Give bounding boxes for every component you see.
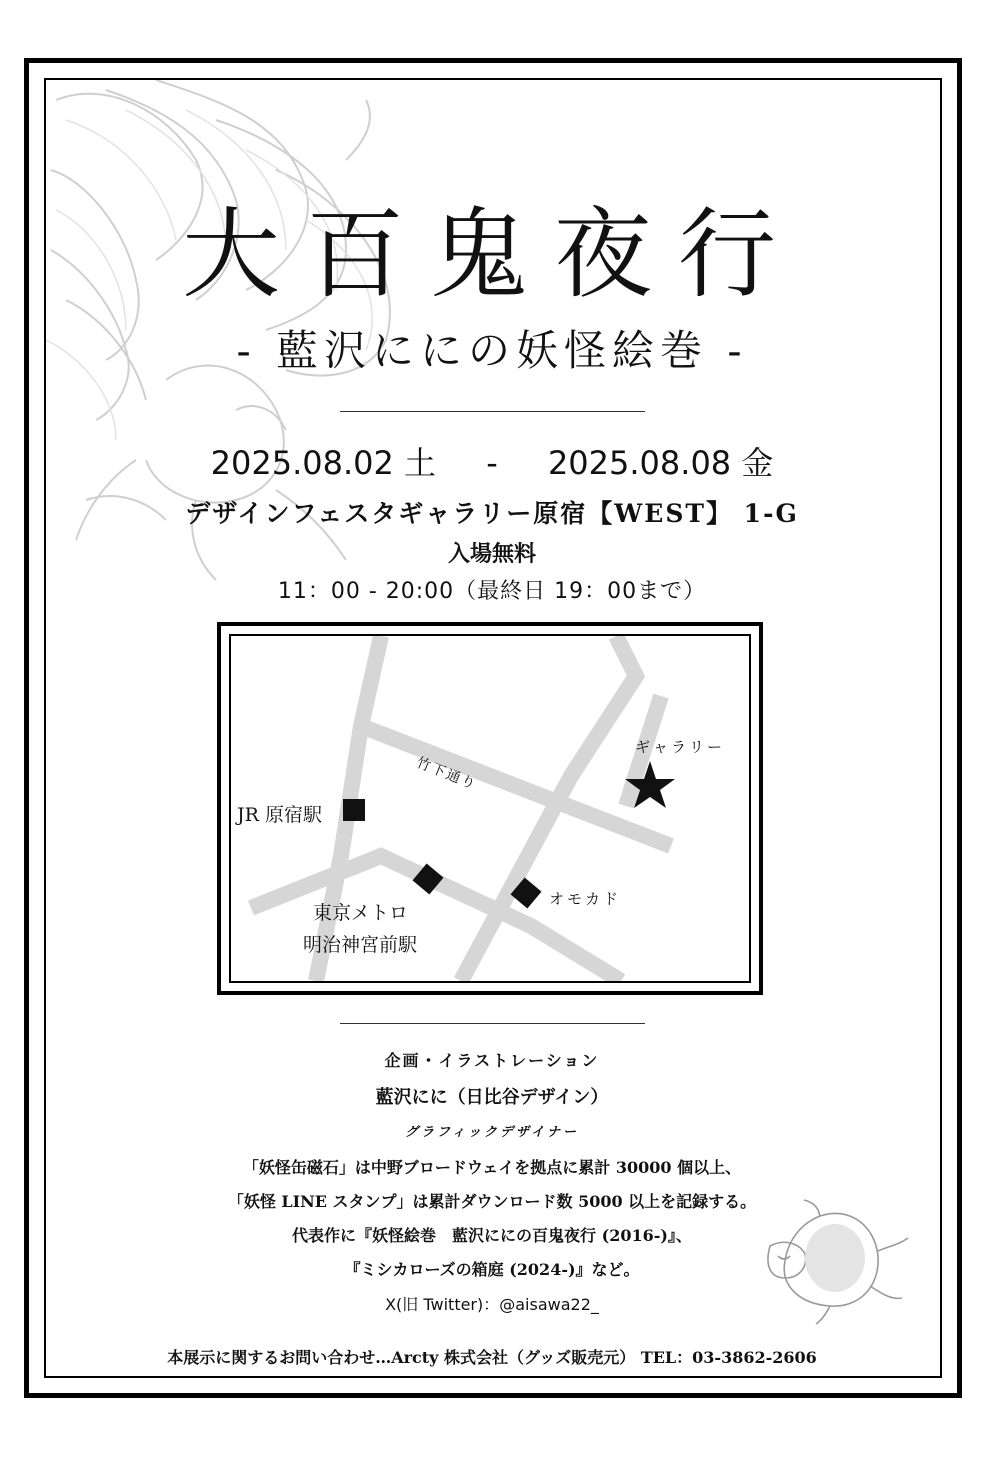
gallery-label: ギャラリー: [635, 738, 726, 756]
divider-bottom: [340, 1023, 645, 1024]
sns-handle: X(旧 Twitter)：@aisawa22_: [385, 1295, 599, 1314]
credit-job: グラフィックデザイナー: [404, 1125, 580, 1140]
street-label: 竹下通り: [413, 754, 480, 794]
event-dates: [0, 438, 984, 484]
yokai-creature-illustration: [760, 1196, 910, 1326]
start-date: 2025.08.02 土: [210, 444, 437, 482]
event-title: 大百鬼夜行: [181, 198, 802, 312]
contact-footer: 本展示に関するお問い合わせ…Arcty 株式会社（グッズ販売元） TEL：03-3862-2606: [167, 1348, 817, 1367]
credit-artist: 藍沢にに（日比谷デザイン）: [375, 1087, 609, 1108]
access-map: [229, 634, 751, 983]
opening-hours: 11：00 - 20:00（最終日 19：00まで）: [277, 579, 707, 604]
jr-station-label: JR 原宿駅: [237, 804, 322, 826]
admission-note: 入場無料: [447, 541, 536, 567]
bio-line-2: 「妖怪 LINE スタンプ」は累計ダウンロード数 5000 以上を記録する。: [227, 1192, 757, 1211]
bio-line-4: 『ミシカローズの箱庭 (2024-)』など。: [344, 1260, 640, 1279]
divider-top: [340, 411, 645, 412]
jr-station-marker: [343, 799, 365, 821]
credit-role: 企画・イラストレーション: [384, 1051, 600, 1070]
metro-label-line1: 東京メトロ: [313, 902, 409, 924]
event-subtitle: - 藍沢ににの妖怪絵巻 -: [236, 326, 748, 375]
omokado-label: オモカド: [549, 890, 622, 908]
metro-label-line2: 明治神宮前駅: [303, 934, 418, 956]
bio-line-3: 代表作に『妖怪絵巻 藍沢ににの百鬼夜行 (2016-)』、: [292, 1226, 692, 1245]
venue-name: デザインフェスタギャラリー原宿【WEST】 1-G: [185, 499, 799, 528]
end-date: 2025.08.08 金: [547, 444, 774, 482]
date-separator: -: [486, 444, 498, 482]
bio-line-1: 「妖怪缶磁石」は中野ブロードウェイを拠点に累計 30000 個以上、: [242, 1158, 742, 1177]
